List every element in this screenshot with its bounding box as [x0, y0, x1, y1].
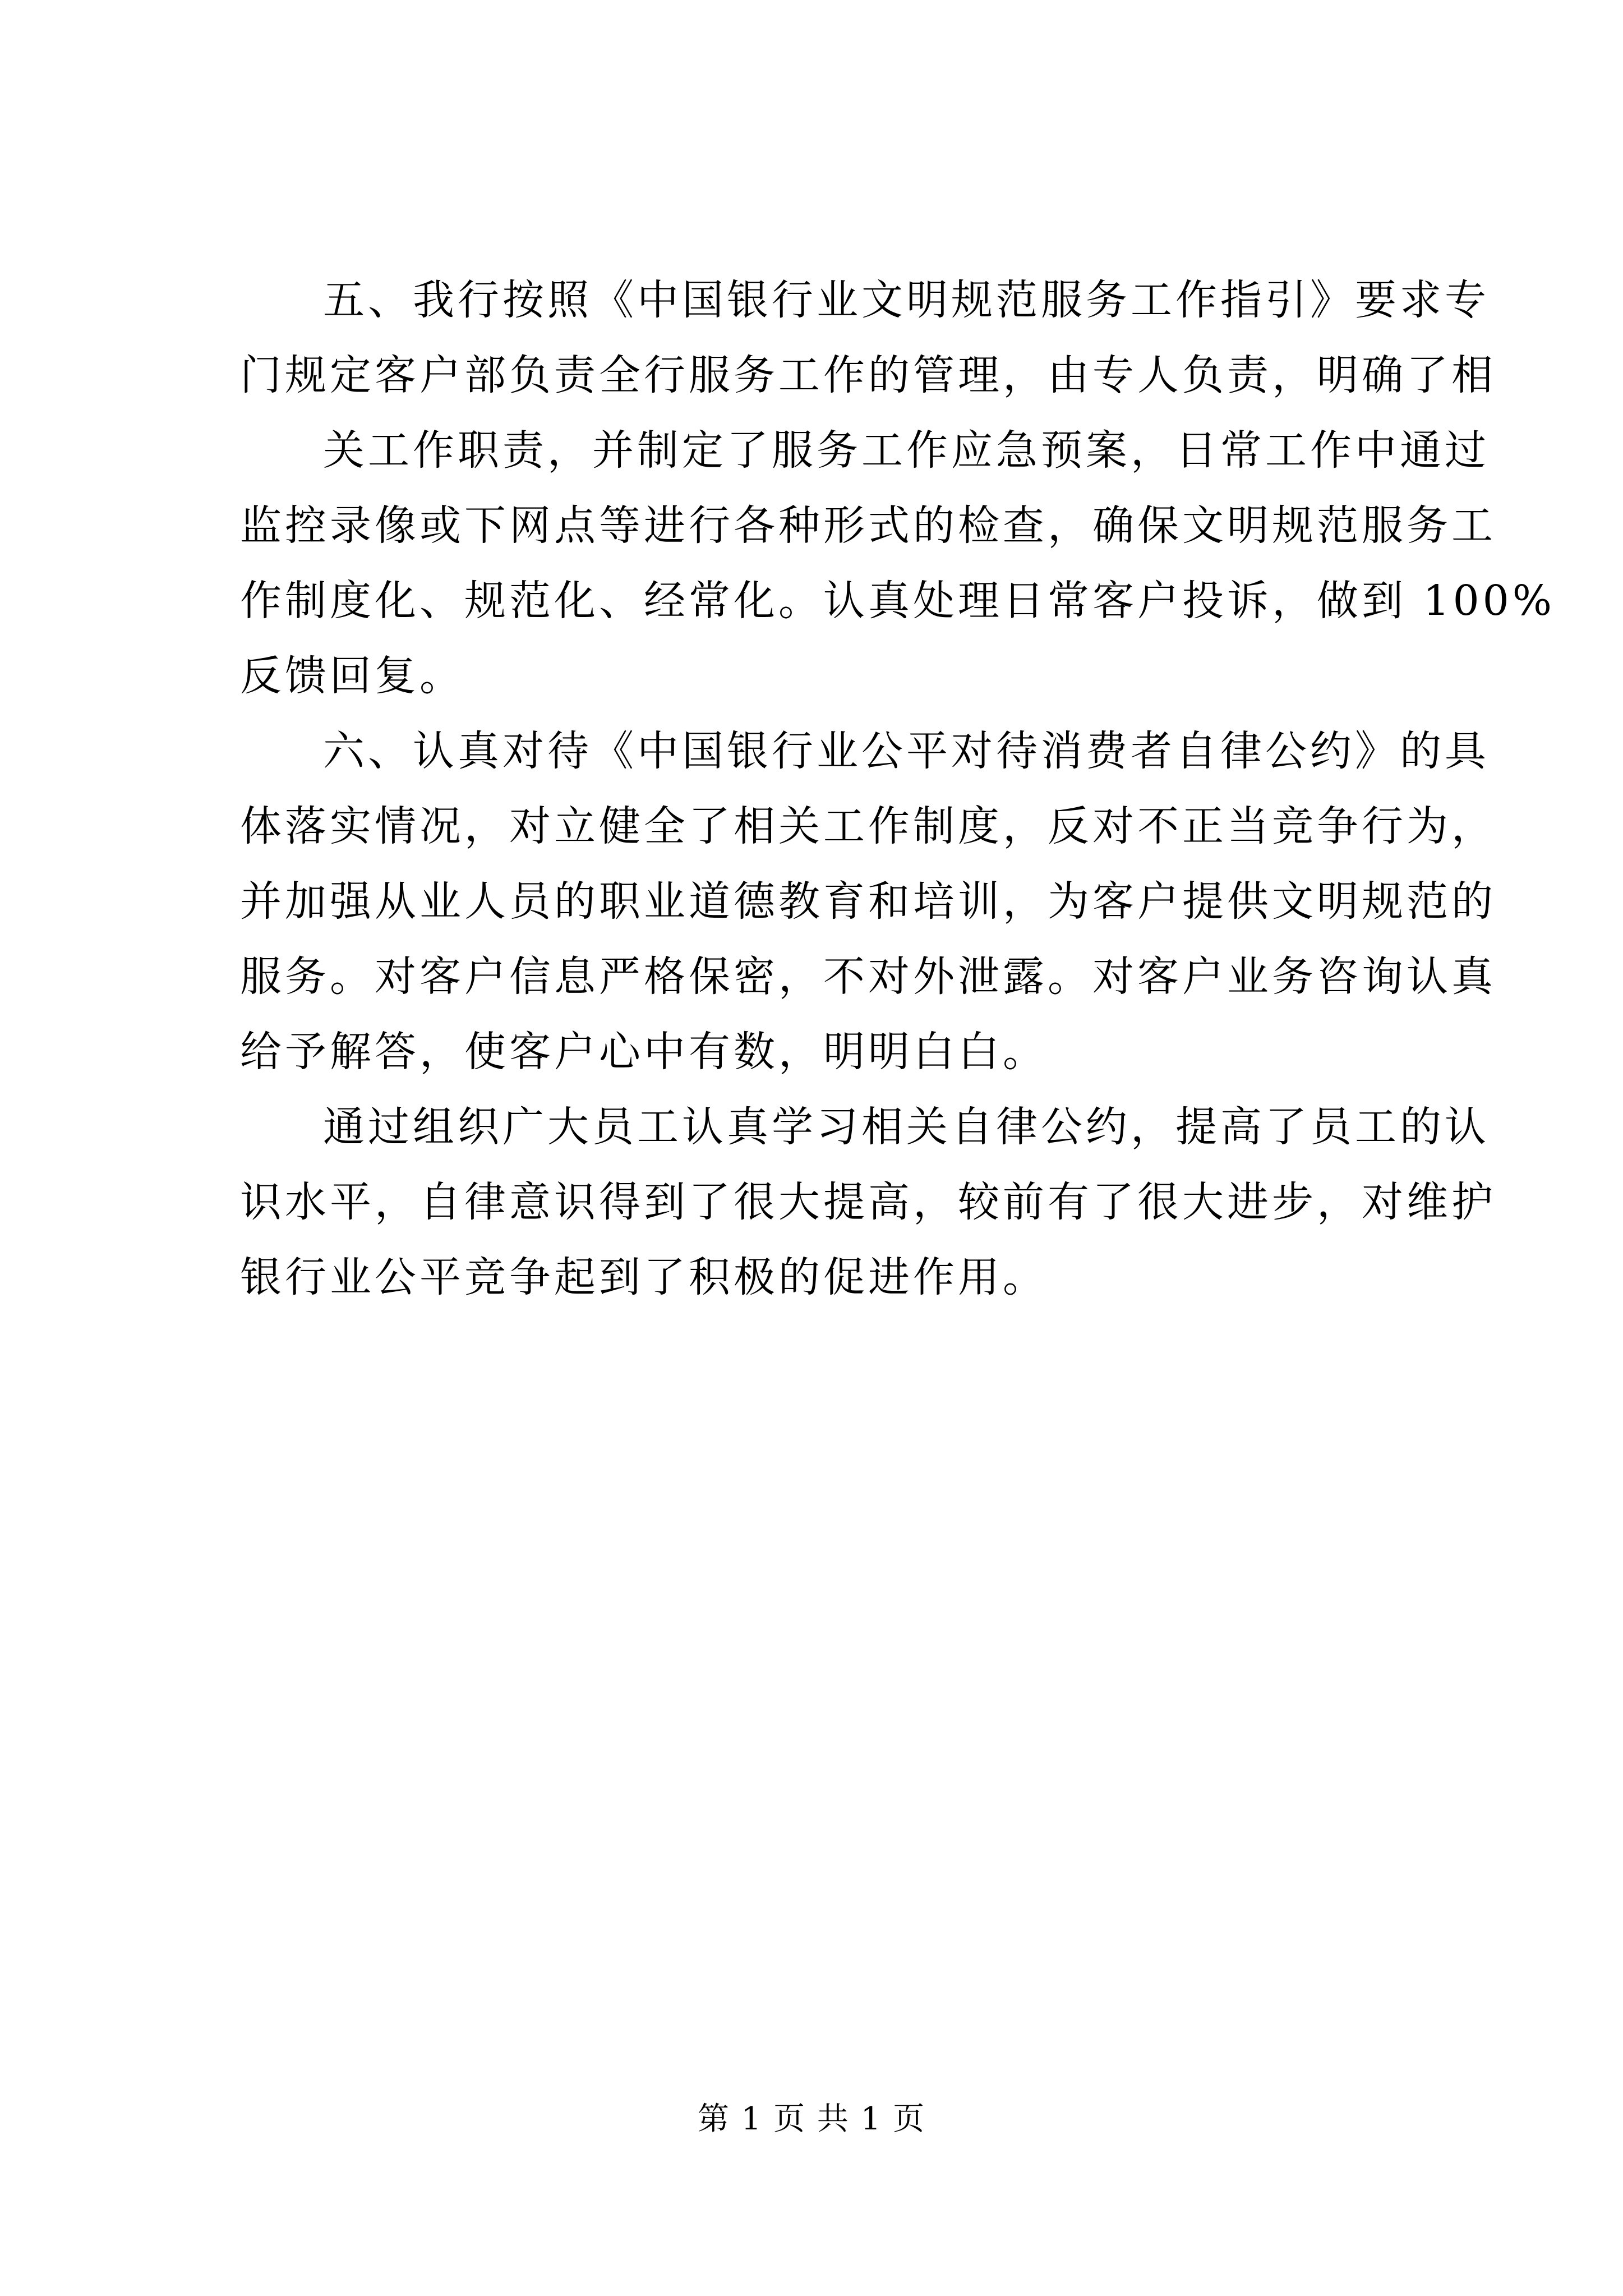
text-line: 作制度化、规范化、经常化。认真处理日常客户投诉，做到 100% [240, 577, 1556, 625]
page-number-footer: 第 1 页 共 1 页 [697, 2101, 926, 2137]
text-line: 体落实情况，对立健全了相关工作制度，反对不正当竞争行为， [240, 802, 1496, 850]
text-line: 关工作职责，并制定了服务工作应急预案，日常工作中通过 [323, 426, 1490, 475]
text-line: 监控录像或下网点等进行各种形式的检查，确保文明规范服务工 [240, 501, 1496, 550]
text-line: 并加强从业人员的职业道德教育和培训，为客户提供文明规范的 [240, 877, 1496, 926]
text-line: 门规定客户部负责全行服务工作的管理，由专人负责，明确了相 [240, 351, 1496, 399]
text-line: 五、我行按照《中国银行业文明规范服务工作指引》要求专 [323, 276, 1490, 324]
text-line: 通过组织广大员工认真学习相关自律公约，提高了员工的认 [323, 1103, 1490, 1151]
text-line: 六、认真对待《中国银行业公平对待消费者自律公约》的具 [323, 727, 1490, 775]
text-line: 银行业公平竞争起到了积极的促进作用。 [240, 1253, 1048, 1301]
text-line: 服务。对客户信息严格保密，不对外泄露。对客户业务咨询认真 [240, 953, 1496, 1001]
text-line: 反馈回复。 [240, 652, 464, 700]
text-line: 给予解答，使客户心中有数，明明白白。 [240, 1028, 1048, 1076]
document-body [240, 263, 1556, 1315]
text-line: 识水平，自律意识得到了很大提高，较前有了很大进步，对维护 [240, 1178, 1496, 1226]
